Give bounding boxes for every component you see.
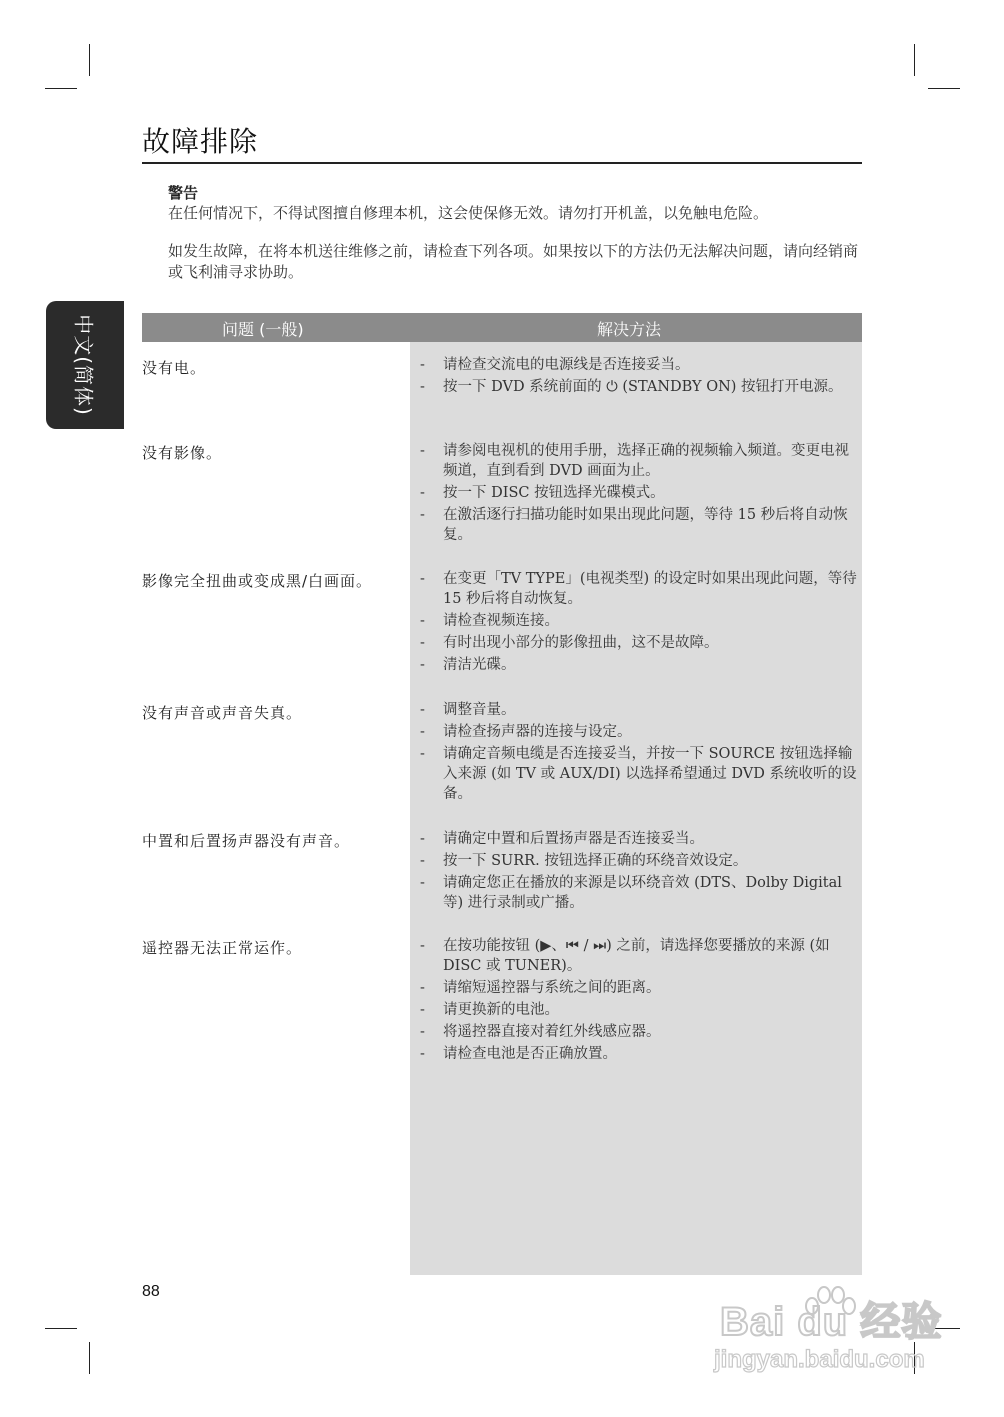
solution-list — [420, 700, 858, 806]
warning-heading: 警告 — [168, 184, 199, 202]
solution-item: - 按一下 DISC 按钮选择光碟模式。 — [420, 485, 665, 501]
solution-item: - 请缩短遥控器与系统之间的距离。 — [420, 980, 661, 996]
solution-item: - 请检查交流电的电源线是否连接妥当。 — [420, 357, 690, 373]
solution-item: - 请确定音频电缆是否连接妥当，并按一下 SOURCE 按钮选择输入来源 (如 TV 或 AUX/DI) 以选择希望通过 DVD 系统收听的设备。 — [420, 746, 857, 802]
solution-item: - 调整音量。 — [420, 702, 516, 718]
solution-item: - 清洁光碟。 — [420, 657, 516, 673]
solution-item: - 请检查扬声器的连接与设定。 — [420, 724, 632, 740]
page-number: 88 — [142, 1283, 160, 1300]
solution-item: - 按一下 DVD 系统前面的 ⏻ (STANDBY ON) 按钮打开电源。 — [420, 379, 843, 395]
solution-item: - 在变更「TV TYPE」(电视类型) 的设定时如果出现此问题，等待 15 秒后将自动恢复。 — [420, 571, 857, 607]
problem-no-sound: 没有声音或声音失真。 — [142, 704, 303, 722]
solution-item: - 请参阅电视机的使用手册，选择正确的视频输入频道。变更电视频道，直到看到 DVD 画面为止。 — [420, 443, 849, 479]
problem-no-center-rear-sound: 中置和后置扬声器没有声音。 — [142, 832, 351, 850]
solution-list — [420, 829, 858, 915]
title-divider — [142, 162, 862, 164]
column-header-problem: 问题 (一般) — [222, 320, 304, 339]
solution-item: - 在激活逐行扫描功能时如果出现此问题，等待 15 秒后将自动恢复。 — [420, 507, 848, 543]
problem-no-picture: 没有影像。 — [142, 444, 223, 462]
crop-mark — [914, 44, 915, 76]
solution-item: - 请确定中置和后置扬声器是否连接妥当。 — [420, 831, 704, 847]
crop-mark — [45, 1328, 77, 1329]
solution-item: - 按一下 SURR. 按钮选择正确的环绕音效设定。 — [420, 853, 748, 869]
solution-item: - 请确定您正在播放的来源是以环绕音效 (DTS、Dolby Digital 等) 进行录制或广播。 — [420, 875, 842, 911]
problem-remote-not-working: 遥控器无法正常运作。 — [142, 939, 303, 957]
intro-text: 如发生故障，在将本机送往维修之前，请检查下列各项。如果按以下的方法仍无法解决问题，请向经销商或飞利浦寻求协助。 — [168, 242, 859, 281]
warning-text: 在任何情况下，不得试图擅自修理本机，这会使保修无效。请勿打开机盖，以免触电危险。 — [168, 204, 769, 222]
page-title: 故障排除 — [142, 125, 259, 158]
language-tab-label: 中文(简体) — [71, 314, 96, 416]
column-header-solution: 解决方法 — [597, 320, 662, 339]
solution-item: - 将遥控器直接对着红外线感应器。 — [420, 1024, 661, 1040]
crop-mark — [89, 1342, 90, 1374]
paw-icon — [800, 1286, 858, 1344]
problem-distorted-picture: 影像完全扭曲或变成黑/白画面。 — [142, 572, 373, 590]
watermark-logo-text: Bai du 经验 — [720, 1300, 943, 1344]
solution-list — [420, 355, 858, 399]
language-tab — [46, 301, 124, 429]
crop-mark — [45, 88, 77, 89]
solution-item: - 在按功能按钮 (▶、⏮ / ⏭) 之前，请选择您要播放的来源 (如 DISC 或 TUNER)。 — [420, 938, 830, 974]
crop-mark — [89, 44, 90, 76]
solution-list — [420, 441, 858, 547]
table-header — [142, 313, 862, 342]
solution-list — [420, 936, 858, 1066]
solution-item: - 有时出现小部分的影像扭曲，这不是故障。 — [420, 635, 719, 651]
watermark-url: jingyan.baidu.com — [714, 1346, 925, 1373]
solution-list — [420, 569, 858, 677]
solution-item: - 请检查电池是否正确放置。 — [420, 1046, 617, 1062]
solution-item: - 请更换新的电池。 — [420, 1002, 559, 1018]
problem-no-power: 没有电。 — [142, 359, 207, 377]
baidu-watermark — [712, 1268, 952, 1380]
crop-mark — [928, 88, 960, 89]
watermark-logo — [712, 1286, 952, 1344]
solution-item: - 请检查视频连接。 — [420, 613, 559, 629]
